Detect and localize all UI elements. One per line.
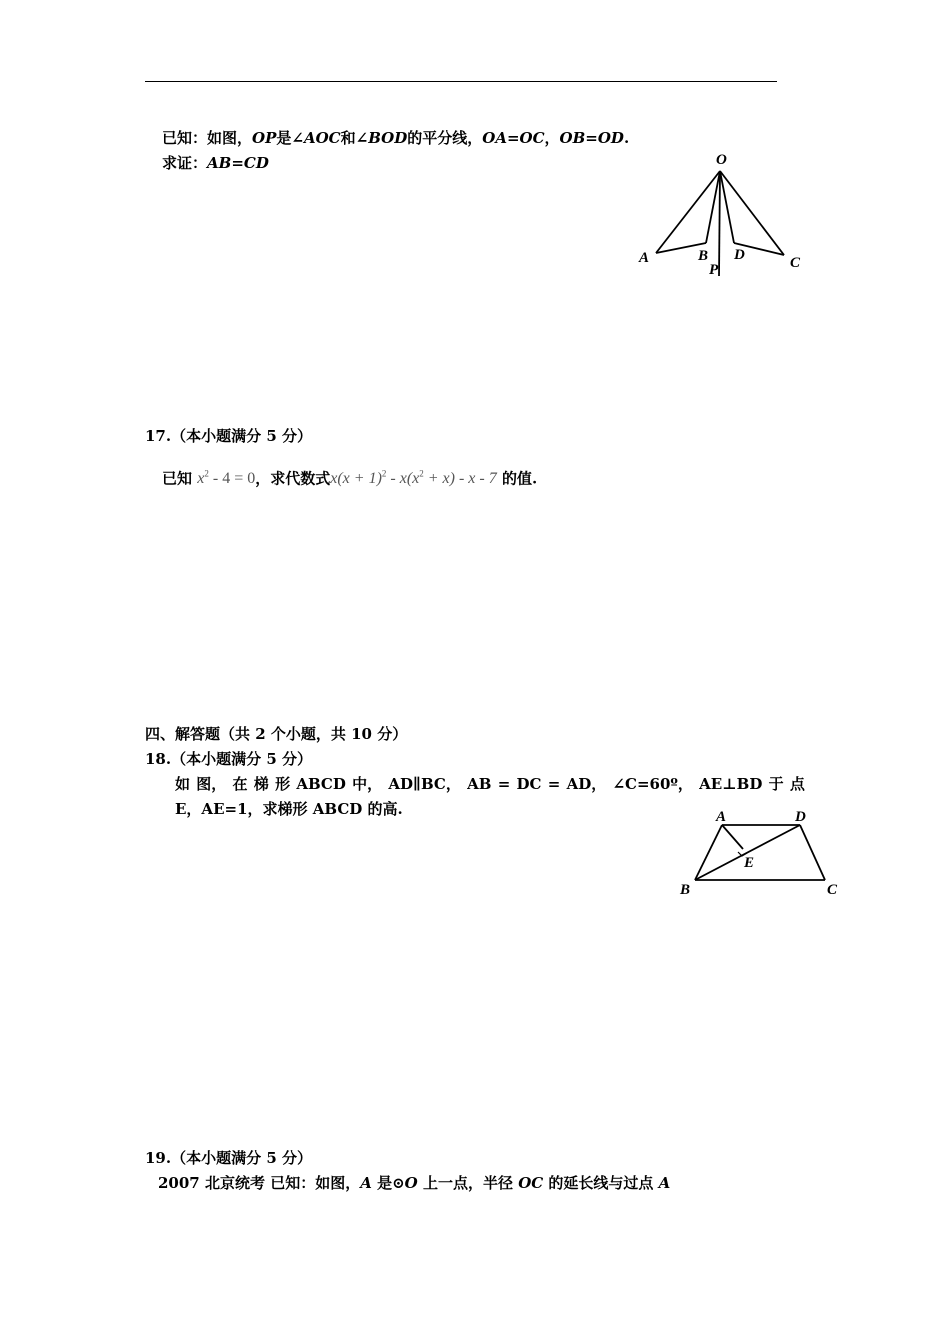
q18-header: 18.（本小题满分 5 分） bbox=[145, 750, 312, 768]
label-d: D bbox=[734, 247, 745, 263]
label-p: P bbox=[709, 262, 719, 278]
header-rule bbox=[145, 81, 777, 82]
label-o: O bbox=[716, 152, 727, 168]
q17-header: 17.（本小题满分 5 分） bbox=[145, 427, 312, 445]
q17-condition: $x^2 - 4 = 0$ bbox=[197, 469, 256, 488]
q18-line1: 如 图， 在 梯 形 ABCD 中， AD∥BC， AB = DC = AD， ∠C=60º， AE⊥BD 于 点 bbox=[175, 775, 805, 793]
segment-oc bbox=[720, 171, 784, 255]
label-a: A bbox=[716, 809, 727, 825]
segment-ob bbox=[706, 171, 720, 243]
q19-header: 19.（本小题满分 5 分） bbox=[145, 1149, 312, 1167]
q18-line2: E，AE=1，求梯形 ABCD 的高. bbox=[175, 800, 403, 818]
segment-ab bbox=[695, 825, 722, 880]
q16-given-line: 已知：如图，OP是∠AOC和∠BOD的平分线，OA=OC，OB=OD. bbox=[162, 129, 630, 147]
label-e: E bbox=[744, 855, 755, 871]
section4-header: 四、解答题（共 2 个小题，共 10 分） bbox=[145, 725, 408, 743]
segment-bd bbox=[695, 825, 800, 880]
segment-op bbox=[719, 171, 720, 276]
segment-od bbox=[720, 171, 734, 243]
q17-expression: $x(x + 1)^2 - x(x^2 + x) - x - 7$ bbox=[330, 469, 497, 488]
label-c: C bbox=[827, 882, 838, 898]
q19-body: 2007 北京统考 已知：如图，A 是⊙O 上一点，半径 OC 的延长线与过点 A bbox=[158, 1174, 671, 1192]
label-b: B bbox=[680, 882, 691, 898]
q16-figure bbox=[630, 145, 815, 280]
label-a: A bbox=[639, 250, 650, 266]
label-c: C bbox=[790, 255, 801, 271]
q16-prove-line: 求证：AB=CD bbox=[162, 154, 269, 172]
label-d: D bbox=[795, 809, 806, 825]
segment-oa bbox=[656, 171, 720, 253]
q18-figure bbox=[675, 805, 850, 900]
q17-body: 已知 $x^2 - 4 = 0$，求代数式$x(x + 1)^2 - x(x^2 + x) - x - 7$ 的值. bbox=[162, 469, 538, 488]
segment-ae bbox=[722, 825, 743, 849]
label-b: B bbox=[698, 248, 709, 264]
segment-dc bbox=[800, 825, 825, 880]
